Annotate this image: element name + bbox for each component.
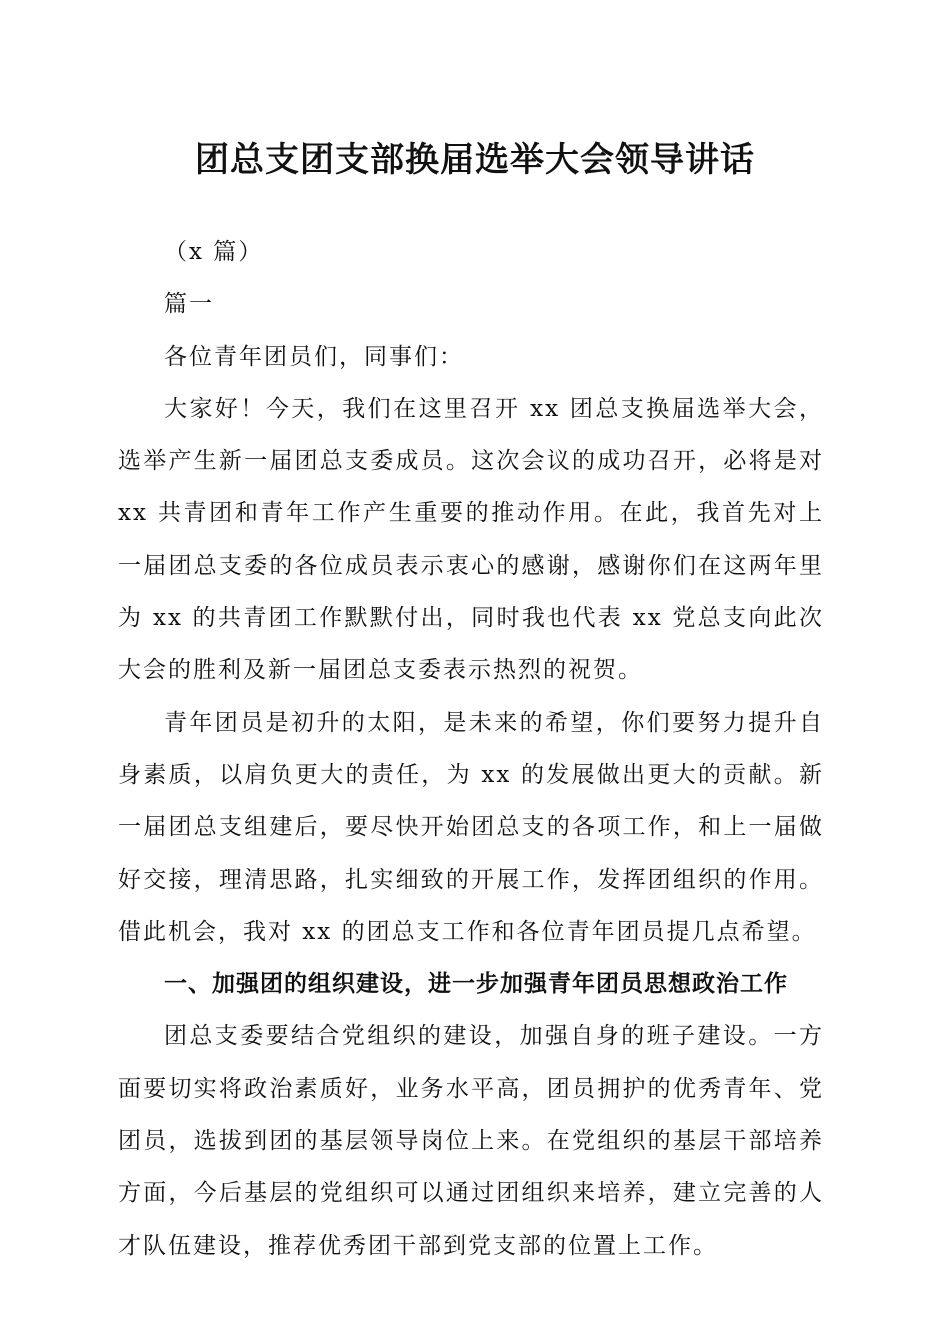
chapter-label: 篇一 [164, 291, 214, 318]
section-heading: 一、加强团的组织建设，进一步加强青年团员思想政治工作 [164, 971, 788, 998]
document-body [118, 226, 824, 1272]
document-title: 团总支团支部换届选举大会领导讲话 [195, 140, 755, 180]
body-paragraph: 团总支委要结合党组织的建设，加强自身的班子建设。一方面要切实将政治素质好，业务水平高，团员拥护的优秀青年、党团员，选拔到团的基层领导岗位上来。在党组织的基层干部培养方面，今后基层的党组织可以通过团组织来培养，建立完善的人才队伍建设，推荐优秀团干部到党支部的位置上工作。 [118, 1023, 824, 1259]
body-paragraph: 青年团员是初升的太阳，是未来的希望，你们要努力提升自身素质，以肩负更大的责任，为 xx 的发展做出更大的贡献。新一届团总支组建后，要尽快开始团总支的各项工作，和上一届做好交接，理清思路，扎实细致的开展工作，发挥团组织的作用。借此机会，我对 xx 的团总支工作和各位青年团员提几点希望。 [118, 709, 824, 945]
body-paragraph: 大家好！今天，我们在这里召开 xx 团总支换届选举大会，选举产生新一届团总支委成员。这次会议的成功召开，必将是对 xx 共青团和青年工作产生重要的推动作用。在此，我首先对上一届团总支委的各位成员表示衷心的感谢，感谢你们在这两年里为 xx 的共青团工作默默付出，同时我也代表 xx 党总支向此次大会的胜利及新一届团总支委表示热烈的祝贺。 [118, 395, 824, 684]
chapter-count-note: （x 篇） [164, 239, 264, 265]
salutation: 各位青年团员们，同事们： [164, 343, 464, 370]
